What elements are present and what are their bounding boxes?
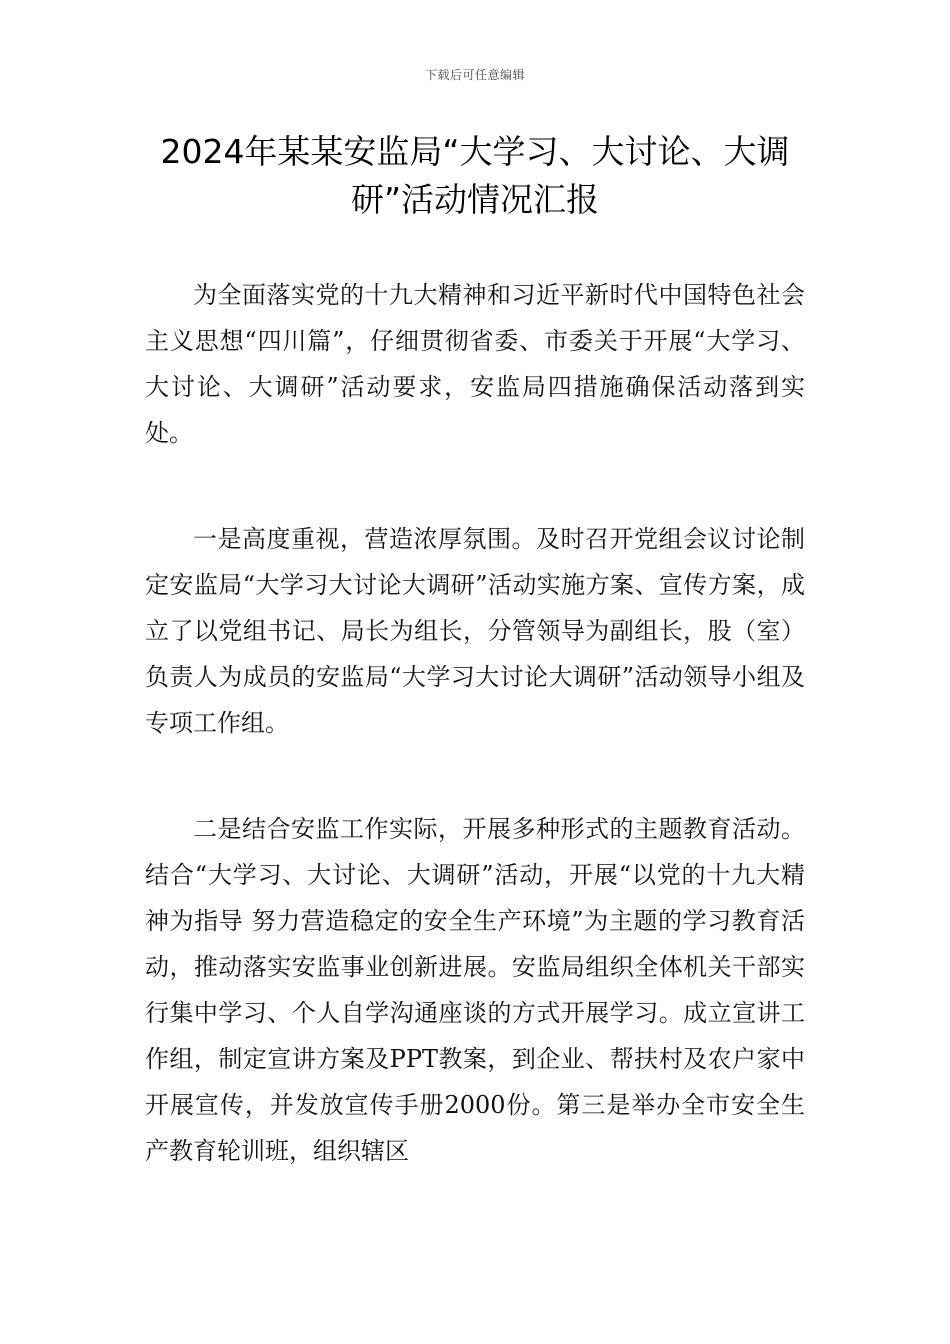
paragraph-measure-one: 一是高度重视，营造浓厚氛围。及时召开党组会议讨论制定安监局“大学习大讨论大调研”活动实施方案、宣传方案，成立了以党组书记、局长为组长，分管领导为副组长，股（室）负责人为成员的安监局“大学习大讨论大调研”活动领导小组及专项工作组。: [145, 525, 805, 737]
paragraph-intro: 为全面落实党的十九大精神和习近平新时代中国特色社会主义思想“四川篇”，仔细贯彻省委、市委关于开展“大学习、大讨论、大调研”活动要求，安监局四措施确保活动落到实处。: [145, 281, 805, 447]
document-title: 2024年某某安监局“大学习、大讨论、大调研”活动情况汇报: [160, 132, 790, 219]
header-note: 下载后可任意编辑: [424, 68, 525, 82]
paragraph-measure-two: 二是结合安监工作实际，开展多种形式的主题教育活动。结合“大学习、大讨论、大调研”活动，开展“以党的十九大精神为指导 努力营造稳定的安全生产环境”为主题的学习教育活动，推动落实安监事业创新进展。安监局组织全体机关干部实行集中学习、个人自学沟通座谈的方式开展学习。成立宣讲工作组，制定宣讲方案及PPT教案，到企业、帮扶村及农户家中开展宣传，并发放宣传手册2000份。第三是举办全市安全生产教育轮训班，组织辖区: [145, 815, 805, 1165]
document-body: [145, 272, 805, 1234]
